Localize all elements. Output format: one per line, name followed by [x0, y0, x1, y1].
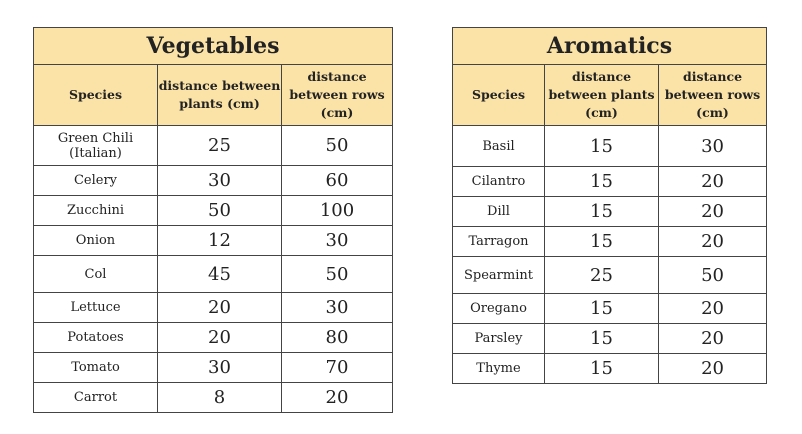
- species-cell: Zucchini: [34, 196, 158, 226]
- species-cell: Lettuce: [34, 293, 158, 323]
- rows-cell: 30: [282, 293, 393, 323]
- plants-cell: 30: [158, 353, 282, 383]
- plants-cell: 15: [545, 197, 659, 227]
- plants-cell: 30: [158, 166, 282, 196]
- rows-cell: 20: [282, 383, 393, 413]
- aromatics-header-plants: distance between plants (cm): [545, 65, 659, 126]
- plants-cell: 25: [545, 257, 659, 294]
- table-row: [34, 383, 393, 413]
- plants-cell: 15: [545, 167, 659, 197]
- vegetables-body: [34, 126, 393, 413]
- species-cell: Celery: [34, 166, 158, 196]
- aromatics-header-species: Species: [453, 65, 545, 126]
- plants-cell: 8: [158, 383, 282, 413]
- species-cell: Tomato: [34, 353, 158, 383]
- plants-cell: 15: [545, 227, 659, 257]
- plants-cell: 15: [545, 126, 659, 167]
- vegetables-header-species: Species: [34, 65, 158, 126]
- vegetables-title: Vegetables: [34, 28, 393, 65]
- rows-cell: 20: [659, 294, 767, 324]
- table-row: [34, 256, 393, 293]
- rows-cell: 50: [282, 126, 393, 166]
- plants-cell: 15: [545, 294, 659, 324]
- plants-cell: 12: [158, 226, 282, 256]
- aromatics-body: [453, 126, 767, 384]
- rows-cell: 30: [659, 126, 767, 167]
- species-cell: Green Chili (Italian): [34, 126, 158, 166]
- species-cell: Carrot: [34, 383, 158, 413]
- table-row: [34, 323, 393, 353]
- table-row: [453, 294, 767, 324]
- species-cell: Spearmint: [453, 257, 545, 294]
- species-cell: Basil: [453, 126, 545, 167]
- rows-cell: 60: [282, 166, 393, 196]
- rows-cell: 20: [659, 197, 767, 227]
- table-row: [453, 227, 767, 257]
- plants-cell: 20: [158, 293, 282, 323]
- plants-cell: 15: [545, 324, 659, 354]
- table-row: [453, 324, 767, 354]
- plants-cell: 15: [545, 354, 659, 384]
- vegetables-table: [33, 27, 393, 413]
- table-row: [34, 293, 393, 323]
- vegetables-header-rows: distance between rows (cm): [282, 65, 393, 126]
- species-cell: Dill: [453, 197, 545, 227]
- plants-cell: 25: [158, 126, 282, 166]
- rows-cell: 30: [282, 226, 393, 256]
- table-row: [34, 196, 393, 226]
- aromatics-title: Aromatics: [453, 28, 767, 65]
- species-cell: Cilantro: [453, 167, 545, 197]
- table-row: [453, 257, 767, 294]
- table-row: [453, 167, 767, 197]
- table-row: [453, 197, 767, 227]
- rows-cell: 20: [659, 227, 767, 257]
- rows-cell: 70: [282, 353, 393, 383]
- rows-cell: 20: [659, 167, 767, 197]
- species-cell: Col: [34, 256, 158, 293]
- table-row: [34, 166, 393, 196]
- rows-cell: 20: [659, 324, 767, 354]
- rows-cell: 100: [282, 196, 393, 226]
- species-cell: Thyme: [453, 354, 545, 384]
- species-cell: Parsley: [453, 324, 545, 354]
- aromatics-table: [452, 27, 767, 384]
- table-row: [34, 226, 393, 256]
- table-row: [453, 126, 767, 167]
- species-cell: Tarragon: [453, 227, 545, 257]
- plants-cell: 45: [158, 256, 282, 293]
- plants-cell: 50: [158, 196, 282, 226]
- rows-cell: 20: [659, 354, 767, 384]
- plants-cell: 20: [158, 323, 282, 353]
- species-cell: Onion: [34, 226, 158, 256]
- rows-cell: 50: [282, 256, 393, 293]
- rows-cell: 50: [659, 257, 767, 294]
- rows-cell: 80: [282, 323, 393, 353]
- table-row: [34, 126, 393, 166]
- table-row: [453, 354, 767, 384]
- species-cell: Potatoes: [34, 323, 158, 353]
- vegetables-header-plants: distance between plants (cm): [158, 65, 282, 126]
- species-cell: Oregano: [453, 294, 545, 324]
- table-row: [34, 353, 393, 383]
- aromatics-header-rows: distance between rows (cm): [659, 65, 767, 126]
